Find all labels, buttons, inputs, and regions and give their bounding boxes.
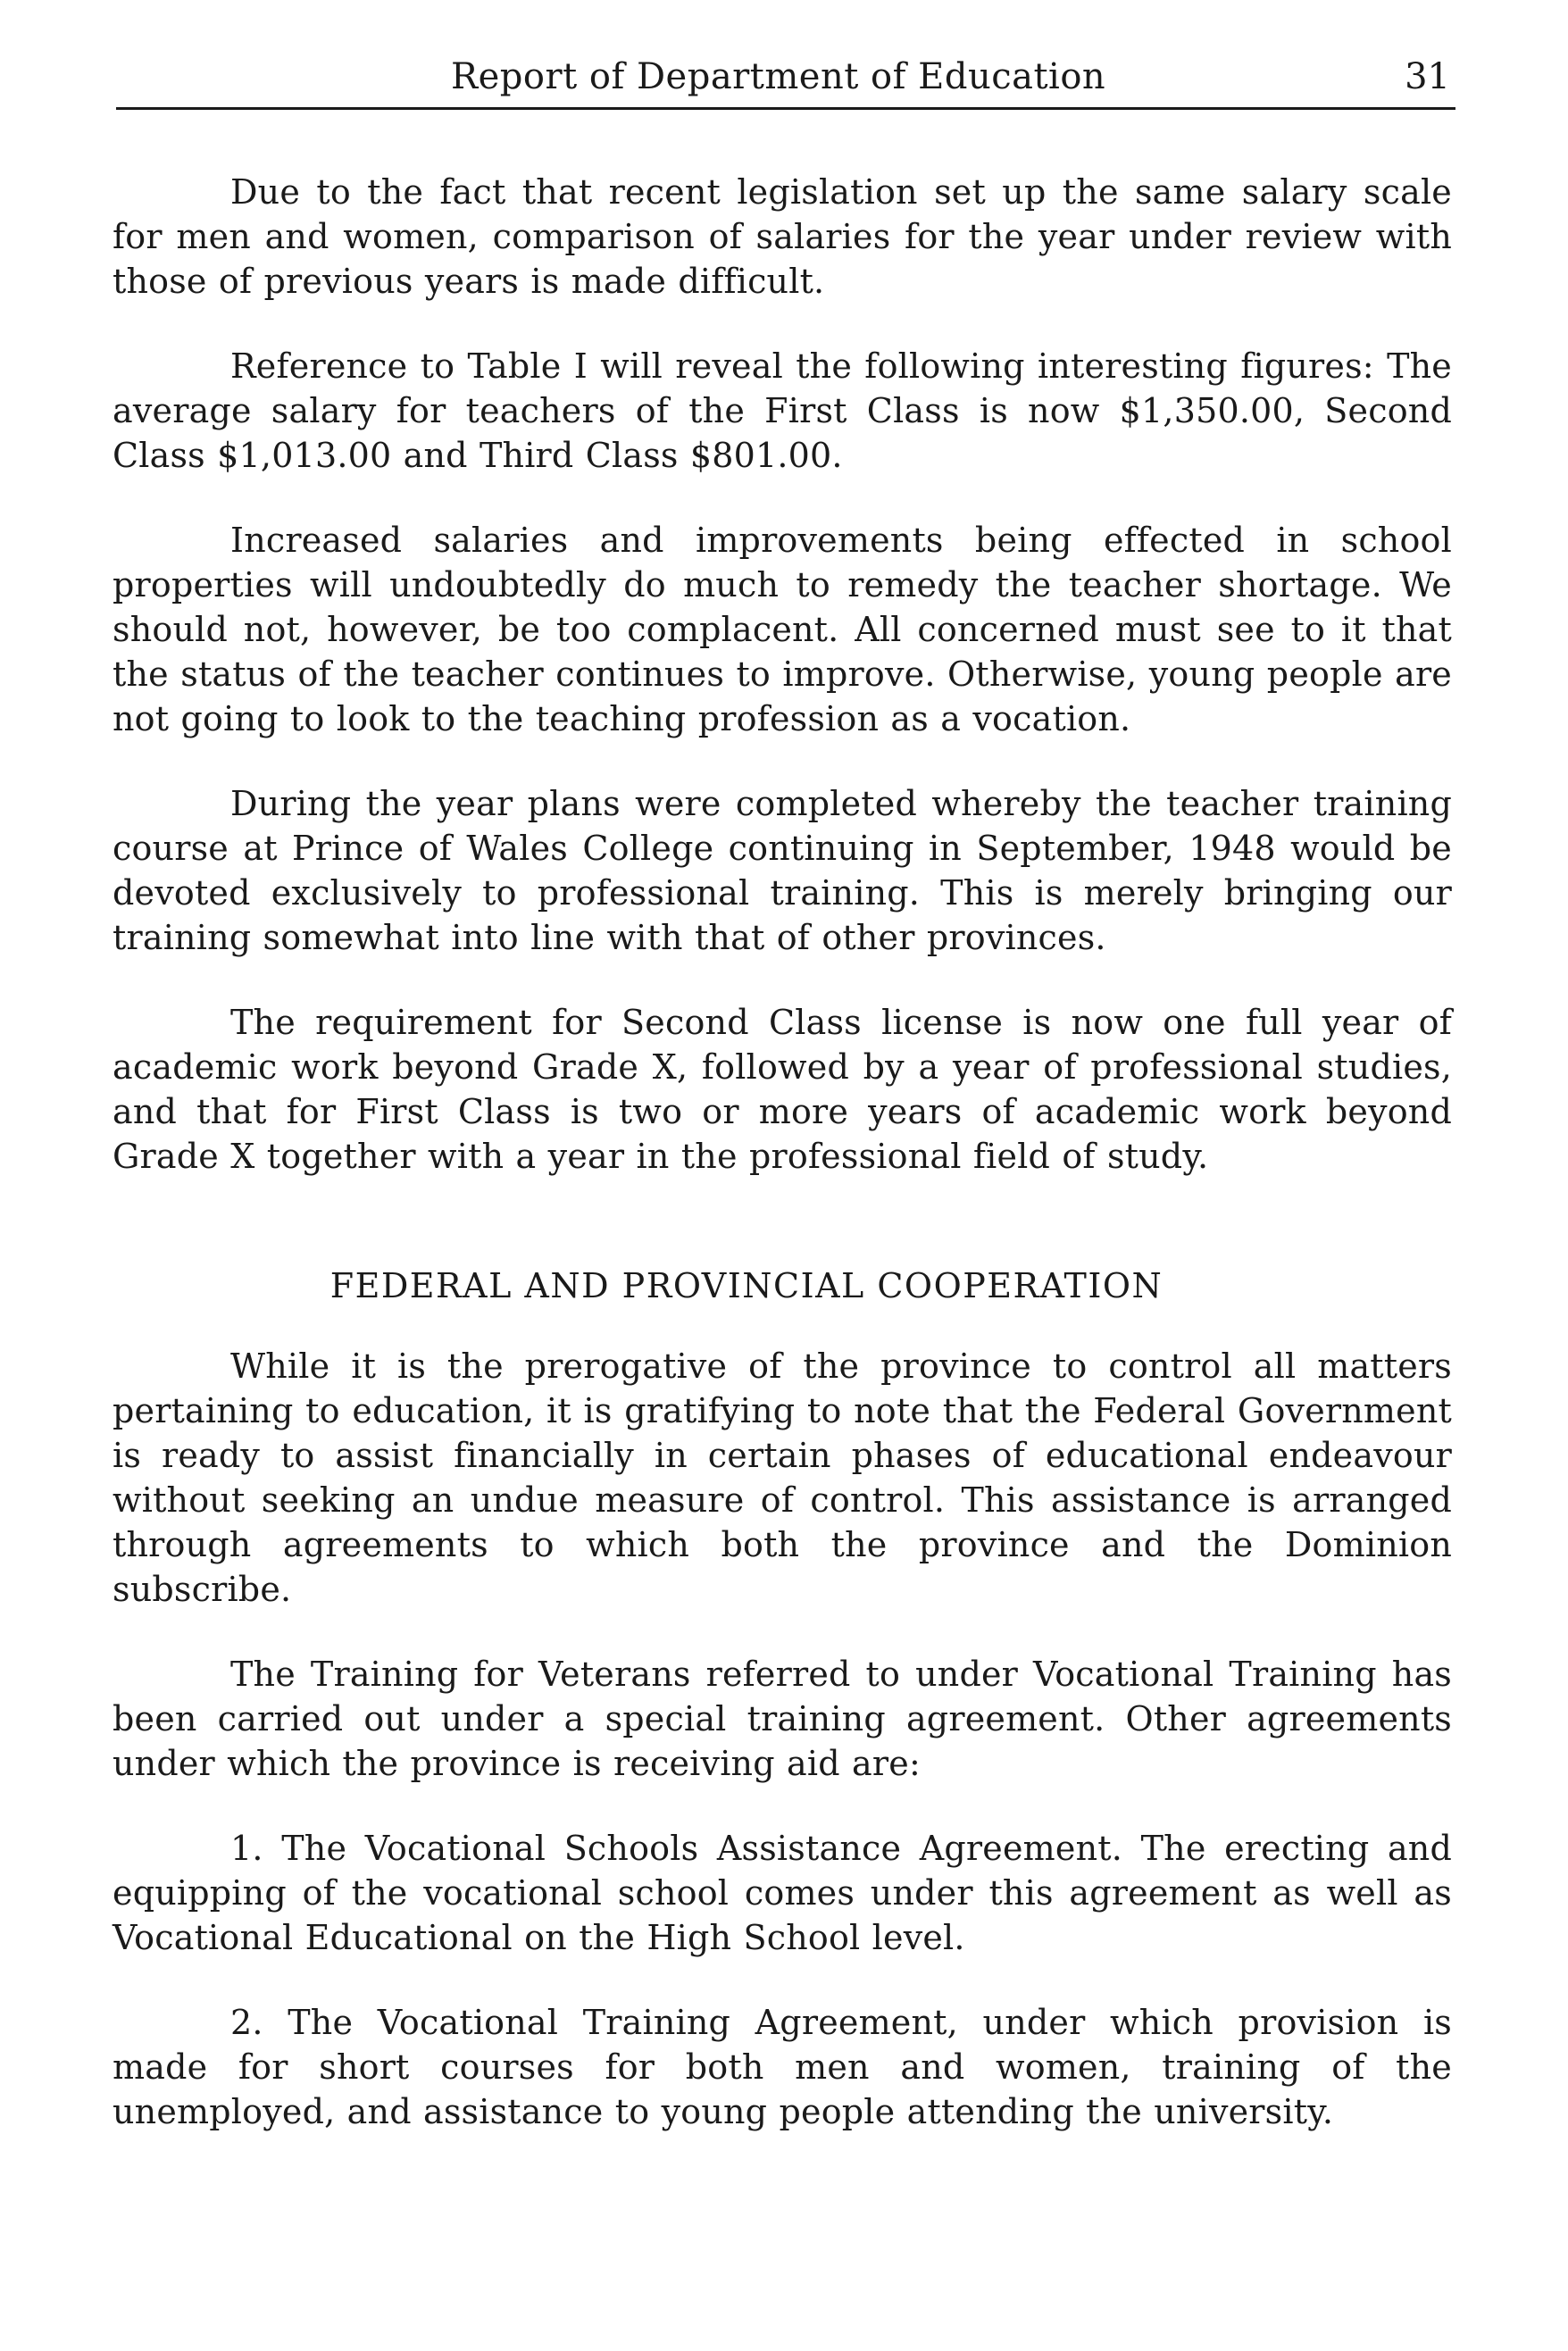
paragraph-teacher-training: During the year plans were completed whereby the teacher training course at Prince of Wales College continuing in September, 1948 would be devoted exclusively to professional training. This is merely bringing our training somewhat into line with that of other provinces. — [113, 784, 1452, 957]
page-header — [116, 52, 1455, 110]
paragraph-average-salary: Reference to Table I will reveal the following interesting figures: The average salary for teachers of the First Class is now $1,350.00, Second Class $1,013.00 and Third Class $801.00. — [113, 346, 1452, 475]
item-text: The Vocational Training Agreement, under which provision is made for short courses for both men and women, training of the unemployed, and assistance to young people attending the university. — [113, 2003, 1453, 2131]
numbered-item — [113, 2000, 1452, 2134]
running-title: Report of Department of Education — [451, 56, 1106, 97]
paragraph-veterans-training: The Training for Veterans referred to under Vocational Training has been carried out under a special training agreement. Other agreements under which the province is receiving aid are: — [113, 1655, 1452, 1783]
item-number: 1. — [230, 1829, 263, 1868]
paragraph-federal-assistance: While it is the prerogative of the province to control all matters pertaining to education, it is gratifying to note that the Federal Government is ready to assist financially in certain phases of educational endeavour without seeking an undue measure of control. This assistance is arranged through agreements to which both the province and the Dominion subscribe. — [113, 1346, 1452, 1609]
paragraph-license-requirement: The requirement for Second Class license is now one full year of academic work beyond Grade X, followed by a year of professional studies, and that for First Class is two or more years of academic work beyond Grade X together with a year in the professional field of study. — [113, 1003, 1452, 1176]
section-heading: FEDERAL AND PROVINCIAL COOPERATION — [329, 1266, 1163, 1305]
paragraph-teacher-shortage: Increased salaries and improvements being effected in school properties will undoubtedly do much to remedy the teacher shortage. We should not, however, be too complacent. All concerned must see to it that the status of the teacher continues to improve. Otherwise, young people are not going to look to the teaching profession as a vocation. — [113, 521, 1452, 738]
numbered-item — [113, 1826, 1452, 1960]
paragraph-salary-scale: Due to the fact that recent legislation set up the same salary scale for men and women, comparison of salaries for the year under review with those of previous years is made difficult. — [113, 172, 1452, 301]
body-text — [113, 170, 1452, 2174]
page-number: 31 — [1405, 56, 1450, 97]
item-text: The Vocational Schools Assistance Agreement. The erecting and equipping of the vocational school comes under this agreement as well as Vocational Educational on the High School level. — [113, 1829, 1452, 1957]
item-number: 2. — [230, 2003, 263, 2042]
